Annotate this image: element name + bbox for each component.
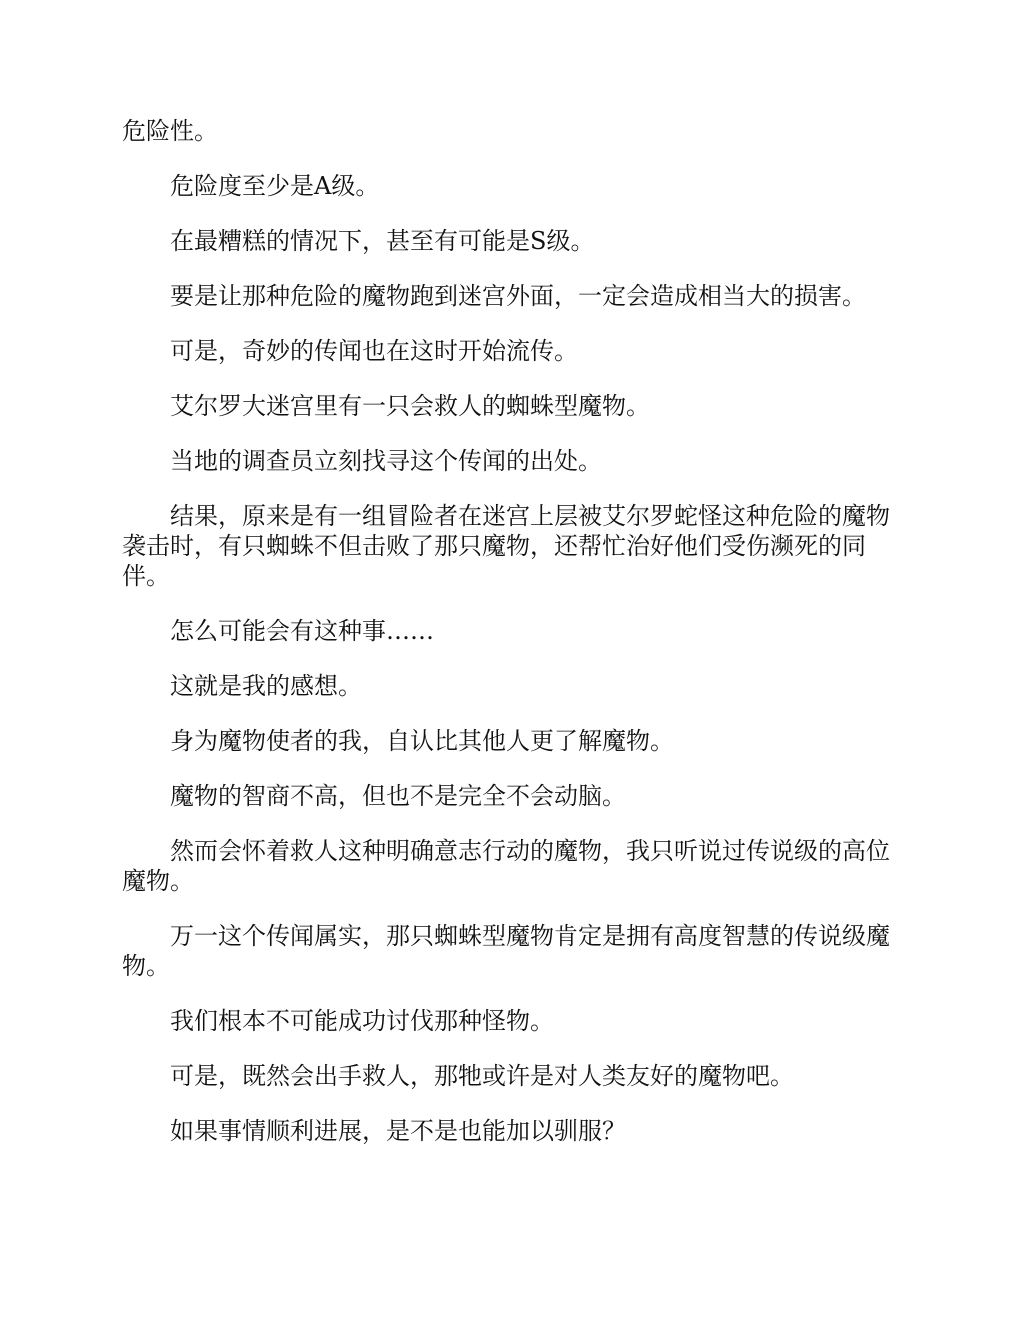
paragraph: 身为魔物使者的我，自认比其他人更了解魔物。 — [170, 727, 674, 755]
paragraph: 这就是我的感想。 — [170, 672, 362, 700]
paragraph: 在最糟糕的情况下，甚至有可能是S级。 — [170, 227, 595, 255]
paragraph: 当地的调查员立刻找寻这个传闻的出处。 — [170, 447, 602, 475]
paragraph: 如果事情顺利进展，是不是也能加以驯服？ — [170, 1117, 626, 1145]
document-body — [122, 116, 898, 1171]
paragraph: 万一这个传闻属实，那只蜘蛛型魔物肯定是拥有高度智慧的传说级魔物。 — [122, 922, 890, 980]
paragraph: 可是，奇妙的传闻也在这时开始流传。 — [170, 337, 578, 365]
paragraph-continuation: 危险性。 — [122, 117, 218, 145]
paragraph: 危险度至少是A级。 — [170, 172, 380, 200]
paragraph: 结果，原来是有一组冒险者在迷宫上层被艾尔罗蛇怪这种危险的魔物袭击时，有只蜘蛛不但击败了那只魔物，还帮忙治好他们受伤濒死的同伴。 — [122, 502, 890, 590]
paragraph: 然而会怀着救人这种明确意志行动的魔物，我只听说过传说级的高位魔物。 — [122, 837, 890, 895]
paragraph: 魔物的智商不高，但也不是完全不会动脑。 — [170, 782, 626, 810]
paragraph: 我们根本不可能成功讨伐那种怪物。 — [170, 1007, 554, 1035]
paragraph: 怎么可能会有这种事…… — [170, 617, 434, 645]
paragraph: 艾尔罗大迷宫里有一只会救人的蜘蛛型魔物。 — [170, 392, 650, 420]
paragraph: 可是，既然会出手救人，那牠或许是对人类友好的魔物吧。 — [170, 1062, 794, 1090]
paragraph: 要是让那种危险的魔物跑到迷宫外面，一定会造成相当大的损害。 — [170, 282, 866, 310]
